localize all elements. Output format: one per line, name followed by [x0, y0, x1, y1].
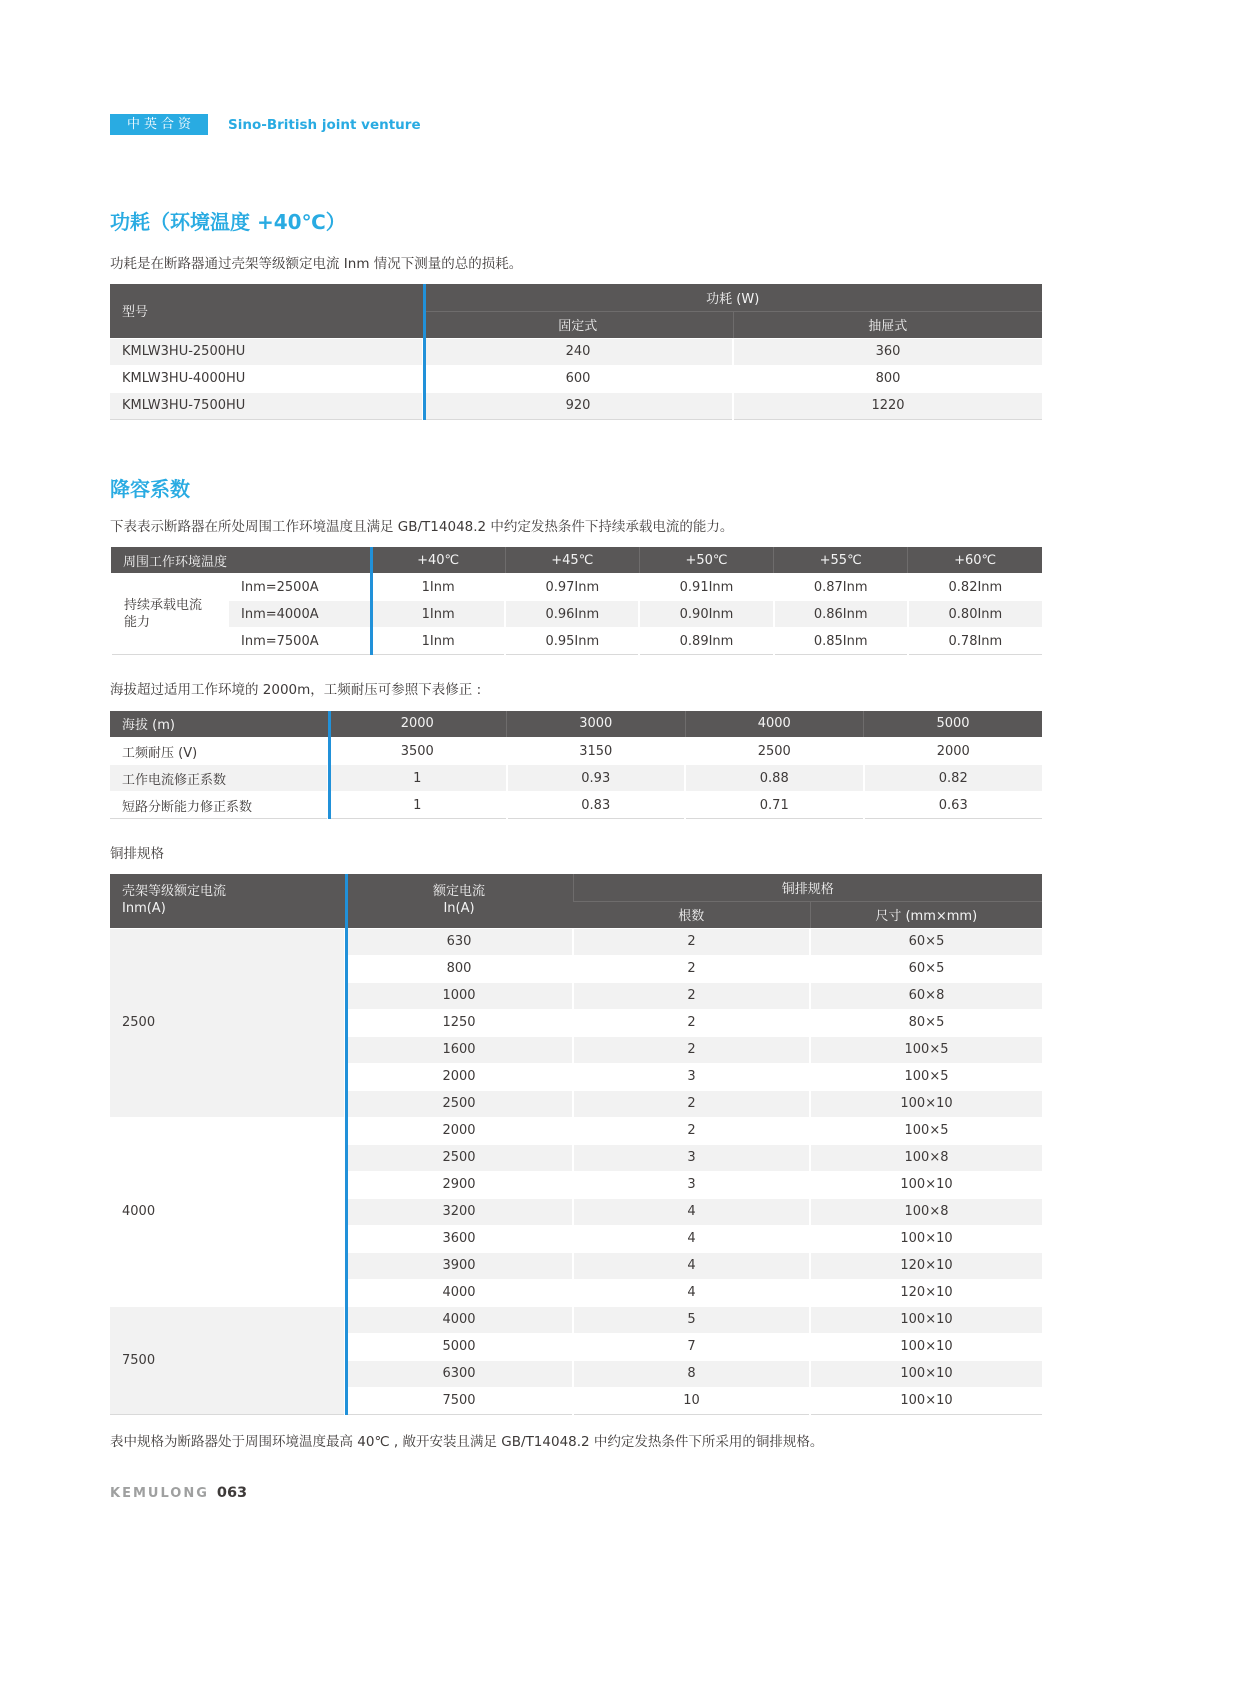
- derating-value-cell: 0.91Inm: [639, 574, 773, 601]
- column-header-altitude-value: 4000: [685, 711, 864, 738]
- derating-value-cell: 1Inm: [371, 601, 505, 628]
- rated-current-cell: 3900: [345, 1252, 573, 1279]
- derating-value-cell: 0.78Inm: [908, 628, 1042, 655]
- value-cell: 0.93: [507, 765, 686, 792]
- derating-value-cell: 1Inm: [371, 574, 505, 601]
- column-header-size: 尺寸 (mm×mm): [810, 901, 1042, 928]
- count-cell: 2: [573, 1009, 810, 1036]
- rated-current-cell: 5000: [345, 1333, 573, 1360]
- value-cell: 3500: [328, 738, 507, 765]
- rated-current-cell: 2000: [345, 1117, 573, 1144]
- count-cell: 4: [573, 1198, 810, 1225]
- derating-section-title: 降容系数: [110, 476, 190, 501]
- model-cell: KMLW3HU-2500HU: [110, 338, 423, 365]
- count-cell: 2: [573, 1117, 810, 1144]
- rated-current-cell: 3200: [345, 1198, 573, 1225]
- row-group-label: 持续承载电流能力: [111, 574, 229, 655]
- column-header-temp: +50℃: [639, 547, 773, 574]
- derating-section-description: 下表表示断路器在所处周围工作环境温度且满足 GB/T14048.2 中约定发热条件下持续承载电流的能力。: [110, 518, 734, 535]
- rated-current-cell: 2500: [345, 1090, 573, 1117]
- column-header-temp: +55℃: [774, 547, 908, 574]
- inm-label-cell: Inm=4000A: [229, 601, 371, 628]
- derating-value-cell: 0.96Inm: [505, 601, 639, 628]
- frame-current-label: 壳架等级额定电流: [122, 884, 227, 900]
- power-section-description: 功耗是在断路器通过壳架等级额定电流 Inm 情况下测量的总的损耗。: [110, 256, 523, 272]
- column-header-environment: 周围工作环境温度: [111, 547, 371, 574]
- value-cell: 0.71: [685, 792, 864, 819]
- column-header-power: 功耗 (W): [423, 284, 1042, 311]
- derating-value-cell: 0.90Inm: [639, 601, 773, 628]
- rated-current-cell: 1000: [345, 982, 573, 1009]
- derating-value-cell: 0.97Inm: [505, 574, 639, 601]
- size-cell: 100×10: [810, 1360, 1042, 1387]
- size-cell: 120×10: [810, 1279, 1042, 1306]
- count-cell: 2: [573, 1036, 810, 1063]
- brand-logo-text: KEMULONG: [110, 1486, 209, 1502]
- table-row: [110, 928, 1042, 955]
- count-cell: 3: [573, 1063, 810, 1090]
- rated-current-cell: 1250: [345, 1009, 573, 1036]
- frame-group-label: 7500: [110, 1306, 345, 1414]
- size-cell: 100×10: [810, 1306, 1042, 1333]
- fixed-power-cell: 920: [423, 392, 733, 419]
- value-cell: 1: [328, 765, 507, 792]
- blue-divider-line: [328, 711, 331, 820]
- derating-value-cell: 0.80Inm: [908, 601, 1042, 628]
- row-label: 工作电流修正系数: [110, 765, 328, 792]
- count-cell: 10: [573, 1387, 810, 1414]
- table-row: [111, 628, 1042, 655]
- size-cell: 100×5: [810, 1117, 1042, 1144]
- busbar-section-label: 铜排规格: [110, 846, 164, 863]
- rated-current-cell: 3600: [345, 1225, 573, 1252]
- size-cell: 100×10: [810, 1171, 1042, 1198]
- size-cell: 60×8: [810, 982, 1042, 1009]
- column-header-altitude-value: 2000: [328, 711, 507, 738]
- column-header-temp: +60℃: [908, 547, 1042, 574]
- busbar-spec-table: [110, 874, 1042, 1415]
- derating-value-cell: 0.86Inm: [774, 601, 908, 628]
- derating-value-cell: 1Inm: [371, 628, 505, 655]
- size-cell: 100×8: [810, 1144, 1042, 1171]
- column-header-altitude-value: 5000: [864, 711, 1043, 738]
- altitude-note: 海拔超过适用工作环境的 2000m，工频耐压可参照下表修正 :: [110, 682, 482, 699]
- derating-value-cell: 0.85Inm: [774, 628, 908, 655]
- table-row: [111, 601, 1042, 628]
- value-cell: 0.63: [864, 792, 1043, 819]
- page-footer: [110, 1485, 1042, 1501]
- joint-venture-badge: 中英合资: [110, 114, 208, 135]
- column-header-frame-current: [110, 874, 345, 928]
- rated-current-cell: 7500: [345, 1387, 573, 1414]
- derating-value-cell: 0.87Inm: [774, 574, 908, 601]
- rated-current-cell: 2000: [345, 1063, 573, 1090]
- value-cell: 0.88: [685, 765, 864, 792]
- frame-group-label: 4000: [110, 1117, 345, 1306]
- table-row: [111, 574, 1042, 601]
- count-cell: 2: [573, 955, 810, 982]
- size-cell: 100×8: [810, 1198, 1042, 1225]
- rated-current-label: 额定电流: [432, 884, 485, 900]
- table-row: [110, 392, 1042, 419]
- rated-current-cell: 1600: [345, 1036, 573, 1063]
- count-cell: 3: [573, 1171, 810, 1198]
- count-cell: 4: [573, 1279, 810, 1306]
- model-cell: KMLW3HU-4000HU: [110, 365, 423, 392]
- blue-divider-line: [370, 547, 373, 656]
- inm-label-cell: Inm=2500A: [229, 574, 371, 601]
- size-cell: 120×10: [810, 1252, 1042, 1279]
- column-header-altitude: 海拔 (m): [110, 711, 328, 738]
- column-header-fixed: 固定式: [423, 311, 733, 338]
- column-header-count: 根数: [573, 901, 810, 928]
- power-section-title: 功耗（环境温度 +40℃）: [110, 210, 346, 234]
- table-row: [110, 338, 1042, 365]
- count-cell: 2: [573, 1090, 810, 1117]
- column-header-altitude-value: 3000: [507, 711, 686, 738]
- derating-value-cell: 0.82Inm: [908, 574, 1042, 601]
- drawout-power-cell: 360: [733, 338, 1042, 365]
- size-cell: 60×5: [810, 928, 1042, 955]
- value-cell: 1: [328, 792, 507, 819]
- value-cell: 2000: [864, 738, 1043, 765]
- count-cell: 8: [573, 1360, 810, 1387]
- size-cell: 100×10: [810, 1090, 1042, 1117]
- joint-venture-subtitle: Sino-British joint venture: [228, 116, 421, 133]
- catalog-page: [110, 0, 1042, 1501]
- table-row: [110, 792, 1042, 819]
- fixed-power-cell: 240: [423, 338, 733, 365]
- power-table: [110, 284, 1042, 420]
- table-row: [110, 738, 1042, 765]
- column-header-rated-current: [345, 874, 573, 928]
- size-cell: 100×10: [810, 1387, 1042, 1414]
- count-cell: 4: [573, 1252, 810, 1279]
- table-row: [110, 765, 1042, 792]
- rated-current-cell: 2900: [345, 1171, 573, 1198]
- count-cell: 2: [573, 928, 810, 955]
- inm-label-cell: Inm=7500A: [229, 628, 371, 655]
- rated-current-cell: 800: [345, 955, 573, 982]
- size-cell: 100×5: [810, 1063, 1042, 1090]
- temperature-derating-table: [110, 547, 1042, 656]
- value-cell: 0.83: [507, 792, 686, 819]
- table-row: [110, 365, 1042, 392]
- altitude-correction-table: [110, 711, 1042, 820]
- blue-divider-line: [345, 874, 348, 1415]
- size-cell: 100×10: [810, 1225, 1042, 1252]
- rated-current-cell: 2500: [345, 1144, 573, 1171]
- page-header: [110, 0, 1042, 135]
- column-header-temp: +40℃: [371, 547, 505, 574]
- drawout-power-cell: 1220: [733, 392, 1042, 419]
- value-cell: 2500: [685, 738, 864, 765]
- count-cell: 7: [573, 1333, 810, 1360]
- rated-current-cell: 4000: [345, 1279, 573, 1306]
- value-cell: 3150: [507, 738, 686, 765]
- rated-current-unit: In(A): [443, 901, 475, 917]
- frame-current-unit: Inm(A): [122, 901, 166, 917]
- count-cell: 5: [573, 1306, 810, 1333]
- derating-value-cell: 0.95Inm: [505, 628, 639, 655]
- rated-current-cell: 4000: [345, 1306, 573, 1333]
- row-label: 工频耐压 (V): [110, 738, 328, 765]
- blue-divider-line: [423, 284, 426, 420]
- busbar-table-note: 表中规格为断路器处于周围环境温度最高 40℃ , 敞开安装且满足 GB/T14048.2 中约定发热条件下所采用的铜排规格。: [110, 1433, 824, 1450]
- size-cell: 60×5: [810, 955, 1042, 982]
- column-header-temp: +45℃: [505, 547, 639, 574]
- count-cell: 3: [573, 1144, 810, 1171]
- column-header-drawout: 抽屉式: [733, 311, 1042, 338]
- derating-value-cell: 0.89Inm: [639, 628, 773, 655]
- page-number: 063: [216, 1485, 248, 1502]
- count-cell: 4: [573, 1225, 810, 1252]
- table-row: [110, 1117, 1042, 1144]
- model-cell: KMLW3HU-7500HU: [110, 392, 423, 419]
- rated-current-cell: 6300: [345, 1360, 573, 1387]
- size-cell: 100×10: [810, 1333, 1042, 1360]
- size-cell: 100×5: [810, 1036, 1042, 1063]
- drawout-power-cell: 800: [733, 365, 1042, 392]
- size-cell: 80×5: [810, 1009, 1042, 1036]
- column-header-busbar-spec: 铜排规格: [573, 874, 1042, 901]
- count-cell: 2: [573, 982, 810, 1009]
- rated-current-cell: 630: [345, 928, 573, 955]
- row-label: 短路分断能力修正系数: [110, 792, 328, 819]
- frame-group-label: 2500: [110, 928, 345, 1117]
- fixed-power-cell: 600: [423, 365, 733, 392]
- table-row: [110, 1306, 1042, 1333]
- value-cell: 0.82: [864, 765, 1043, 792]
- column-header-model: 型号: [110, 284, 423, 338]
